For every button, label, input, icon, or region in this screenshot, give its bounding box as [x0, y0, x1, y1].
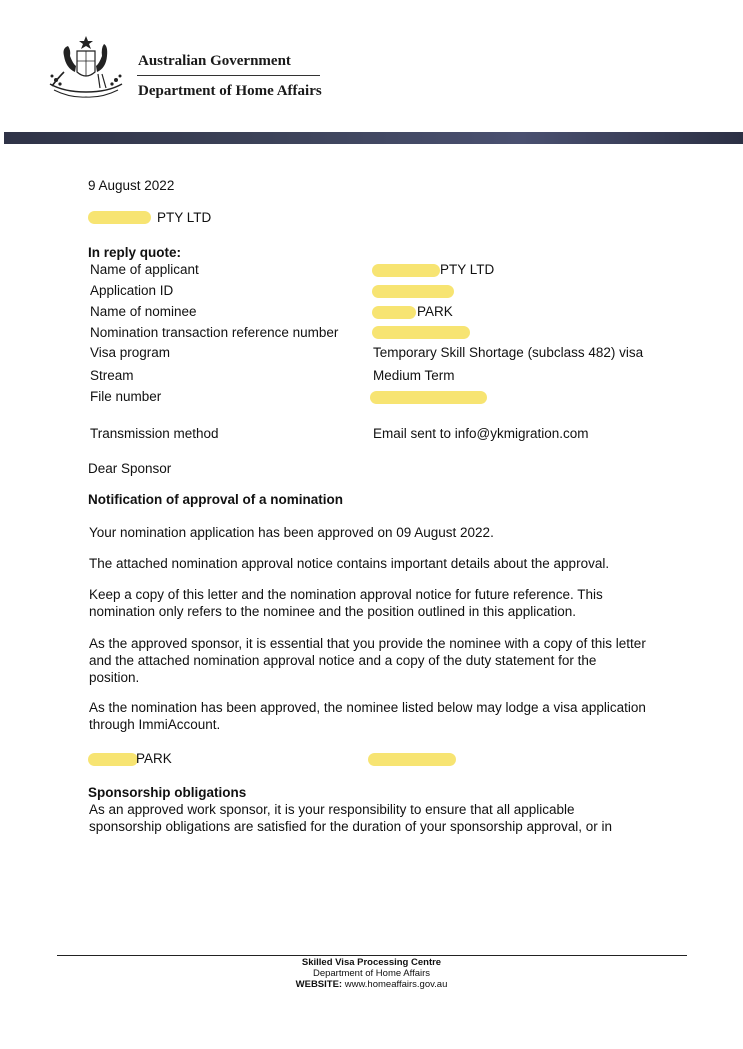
obligations-text: As an approved work sponsor, it is your responsibility to ensure that all applicable sponsorship obligations are satisfied for the duration of your sponsorship approval, or in	[89, 802, 613, 834]
footer-website-link[interactable]: www.homeaffairs.gov.au	[344, 979, 448, 990]
redaction-mark	[370, 391, 487, 404]
subject-heading: Notification of approval of a nomination	[88, 492, 343, 507]
body-paragraph: As the nomination has been approved, the nominee listed below may lodge a visa application through ImmiAccount.	[89, 700, 646, 732]
department-name: Department of Home Affairs	[138, 83, 322, 99]
detail-value: Medium Term	[373, 368, 455, 383]
transmission-label: Transmission method	[90, 426, 219, 441]
header-divider	[137, 75, 320, 76]
government-name: Australian Government	[138, 53, 291, 69]
obligations-heading: Sponsorship obligations	[88, 785, 247, 800]
nominee-name: PARK	[136, 751, 172, 766]
letter-date: 9 August 2022	[88, 178, 175, 193]
body-paragraph: Your nomination application has been approved on 09 August 2022.	[89, 525, 494, 540]
redaction-mark	[88, 753, 138, 766]
body-paragraph: Keep a copy of this letter and the nomination approval notice for future reference. This nomination only refers to the nominee and the position outlined in this application.	[89, 587, 603, 619]
transmission-value: Email sent to info@ykmigration.com	[373, 426, 589, 441]
body-paragraph: The attached nomination approval notice contains important details about the approval.	[89, 556, 610, 571]
detail-label: Visa program	[90, 345, 171, 360]
reply-heading: In reply quote:	[88, 245, 182, 260]
body-paragraph: As the approved sponsor, it is essential that you provide the nominee with a copy of this letter and the attached nomination approval notice and a copy of the duty statement for the position.	[89, 636, 646, 685]
redaction-mark	[372, 306, 416, 319]
coat-of-arms-icon	[44, 34, 128, 100]
header-colour-bar	[4, 132, 743, 144]
detail-value: PTY LTD	[440, 262, 495, 277]
redaction-mark	[372, 285, 454, 298]
redaction-mark	[372, 264, 440, 277]
letterhead	[0, 0, 743, 132]
redaction-mark	[88, 211, 151, 224]
detail-label: Nomination transaction reference number	[90, 325, 339, 340]
detail-label: File number	[90, 389, 162, 404]
redaction-mark	[368, 753, 456, 766]
detail-value: Temporary Skill Shortage (subclass 482) visa	[373, 345, 644, 360]
detail-label: Name of nominee	[90, 304, 197, 319]
footer-website-label: WEBSITE:	[295, 979, 343, 990]
footer-divider	[57, 955, 687, 956]
detail-label: Stream	[90, 368, 134, 383]
footer-centre: Skilled Visa Processing Centre	[301, 957, 442, 968]
detail-label: Name of applicant	[90, 262, 199, 277]
footer-department: Department of Home Affairs	[312, 968, 431, 979]
salutation: Dear Sponsor	[88, 461, 172, 476]
redaction-mark	[372, 326, 470, 339]
detail-value: PARK	[417, 304, 453, 319]
recipient-name: PTY LTD	[157, 210, 212, 225]
detail-label: Application ID	[90, 283, 174, 298]
footer-website-line	[0, 979, 743, 991]
